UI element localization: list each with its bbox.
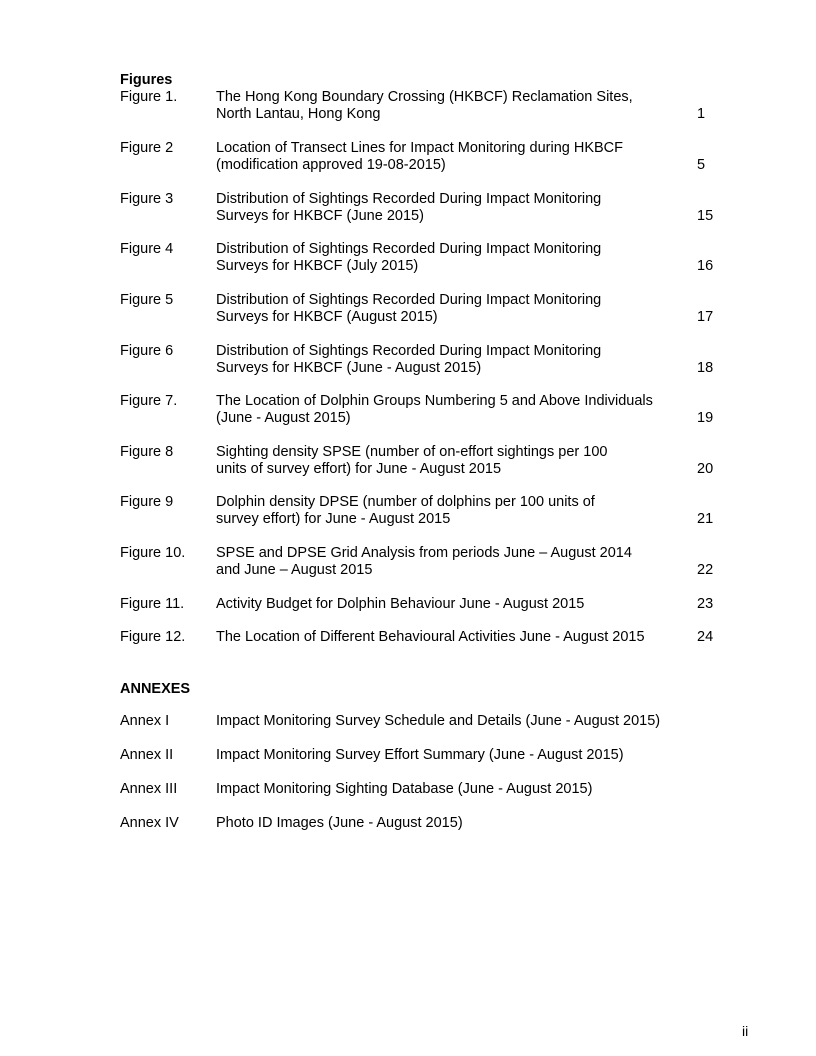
figure-page-number: 20 [697,461,714,477]
figure-label: Figure 10. [120,545,186,561]
figure-title-line: Location of Transect Lines for Impact Monitoring during HKBCF [216,140,623,156]
figure-title-line: SPSE and DPSE Grid Analysis from periods June – August 2014 [216,545,632,561]
figure-entry-8 [120,444,720,484]
annexes-heading: ANNEXES [120,681,191,697]
figure-title-line: Distribution of Sightings Recorded During Impact Monitoring [216,343,602,359]
figure-entry-9 [120,494,720,534]
figure-title [216,89,686,123]
figure-title [216,393,686,427]
annex-title: Impact Monitoring Survey Effort Summary (June - August 2015) [216,747,624,763]
figure-page-number: 23 [697,596,714,612]
figure-title-line: Distribution of Sightings Recorded During Impact Monitoring [216,191,602,207]
figure-title [216,629,686,646]
annex-label: Annex I [120,713,170,729]
figure-title-line: Distribution of Sightings Recorded During Impact Monitoring [216,241,602,257]
annex-title: Photo ID Images (June - August 2015) [216,815,463,831]
figure-page-number: 21 [697,511,714,527]
annex-label: Annex II [120,747,174,763]
figure-title-line: units of survey effort) for June - August 2015 [216,461,502,477]
annex-title: Impact Monitoring Sighting Database (June - August 2015) [216,781,593,797]
annex-entry-2 [120,747,720,767]
figure-title [216,494,686,528]
figure-page-number: 22 [697,562,714,578]
figure-title [216,191,686,225]
figure-label: Figure 9 [120,494,174,510]
figure-title-line: (June - August 2015) [216,410,351,426]
figure-title-line: and June – August 2015 [216,562,373,578]
annex-title: Impact Monitoring Survey Schedule and Details (June - August 2015) [216,713,661,729]
figure-page-number: 1 [697,106,706,122]
figure-title [216,140,686,174]
figure-title-line: Dolphin density DPSE (number of dolphins per 100 units of [216,494,595,510]
figure-label: Figure 4 [120,241,174,257]
figure-label: Figure 7. [120,393,178,409]
figure-entry-6 [120,343,720,383]
figure-title-line: The Location of Dolphin Groups Numbering 5 and Above Individuals [216,393,653,409]
annex-entry-1 [120,713,720,733]
figure-label: Figure 8 [120,444,174,460]
figure-entry-1 [120,89,720,129]
figure-page-number: 5 [697,157,706,173]
figure-title-line: The Location of Different Behavioural Activities June - August 2015 [216,629,645,645]
figure-title [216,292,686,326]
figure-title-line: Surveys for HKBCF (June - August 2015) [216,360,482,376]
figure-page-number: 17 [697,309,714,325]
figure-title-line: Surveys for HKBCF (July 2015) [216,258,419,274]
figure-title [216,241,686,275]
figure-title [216,343,686,377]
figure-page-number: 18 [697,360,714,376]
figure-title-line: (modification approved 19-08-2015) [216,157,446,173]
annex-entry-3 [120,781,720,801]
figure-title [216,596,686,613]
figure-entry-3 [120,191,720,231]
figure-entry-7 [120,393,720,433]
figure-label: Figure 6 [120,343,174,359]
figure-entry-12 [120,629,720,649]
annex-label: Annex IV [120,815,179,831]
figure-title-line: survey effort) for June - August 2015 [216,511,451,527]
figure-page-number: 15 [697,208,714,224]
figure-label: Figure 2 [120,140,174,156]
figure-label: Figure 3 [120,191,174,207]
figure-title-line: Surveys for HKBCF (August 2015) [216,309,438,325]
figure-entry-4 [120,241,720,281]
figure-label: Figure 12. [120,629,186,645]
figure-title-line: Activity Budget for Dolphin Behaviour June - August 2015 [216,596,585,612]
figure-title-line: The Hong Kong Boundary Crossing (HKBCF) Reclamation Sites, [216,89,633,105]
figure-page-number: 16 [697,258,714,274]
figure-entry-5 [120,292,720,332]
figure-title-line: Sighting density SPSE (number of on-effort sightings per 100 [216,444,608,460]
page-number: ii [742,1023,749,1039]
figure-entry-2 [120,140,720,180]
figure-title-line: North Lantau, Hong Kong [216,106,381,122]
figure-label: Figure 5 [120,292,174,308]
figure-title [216,545,686,579]
annex-entry-4 [120,815,720,835]
figure-page-number: 24 [697,629,714,645]
figure-entry-10 [120,545,720,585]
figures-heading: Figures [120,72,173,88]
figure-title-line: Distribution of Sightings Recorded During Impact Monitoring [216,292,602,308]
figure-page-number: 19 [697,410,714,426]
figure-entry-11 [120,596,720,616]
figure-title-line: Surveys for HKBCF (June 2015) [216,208,424,224]
figure-label: Figure 11. [120,596,185,612]
annex-label: Annex III [120,781,178,797]
figure-title [216,444,686,478]
figure-label: Figure 1. [120,89,178,105]
